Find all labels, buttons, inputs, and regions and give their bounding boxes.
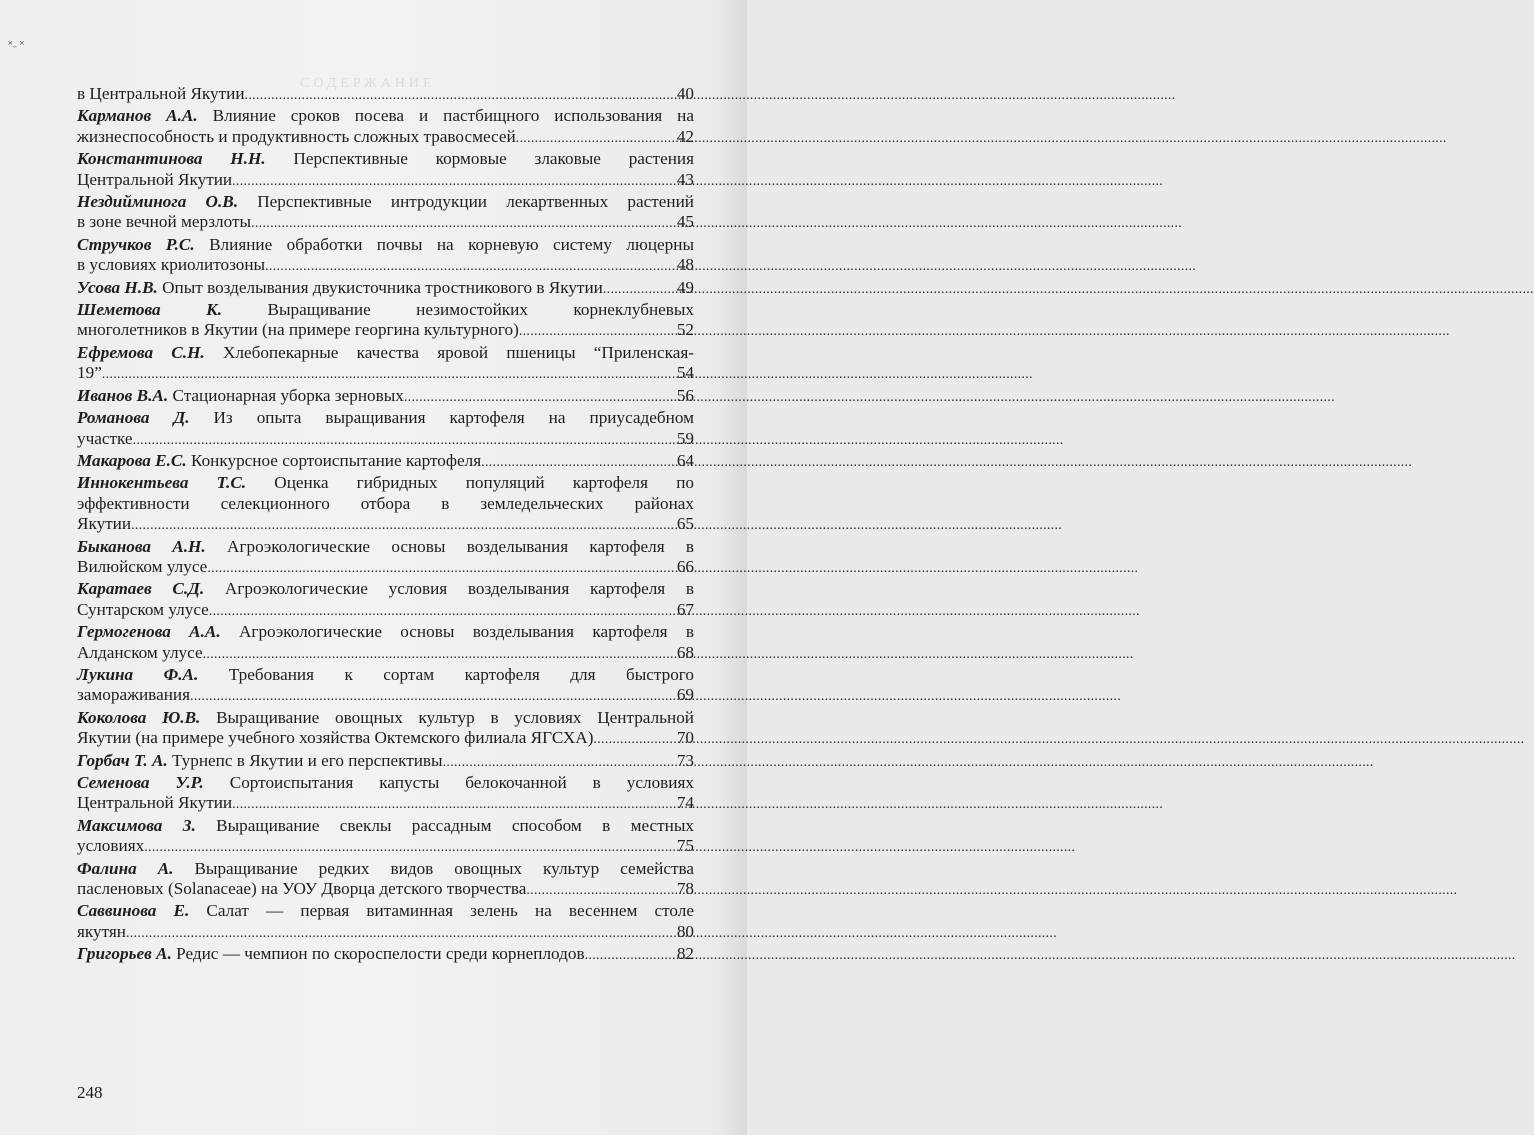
toc-entry-text — [77, 278, 603, 298]
toc-entry-author: Быканова А.Н. — [77, 536, 206, 556]
toc-entry-line — [77, 278, 694, 300]
toc-entry-title: замораживания — [77, 685, 191, 705]
toc-entry-line — [77, 363, 694, 385]
toc-entry-title: в зоне вечной мерзлоты — [77, 212, 252, 232]
toc-entry-page: 43 — [676, 169, 694, 189]
toc-entry-page: 67 — [676, 599, 694, 619]
toc-entry-page: 54 — [676, 363, 694, 383]
dot-leader — [203, 645, 676, 665]
toc-entry-line — [77, 685, 694, 707]
toc-entry-author: Романова Д. — [77, 408, 190, 428]
toc-entry-text — [77, 685, 190, 705]
toc-entry — [77, 84, 694, 106]
dot-leader — [593, 730, 675, 750]
toc-entry-line — [77, 255, 694, 277]
toc-entry-title: эффективности селекционного отбора в земледельческих районах — [77, 493, 694, 513]
book-page — [0, 0, 747, 1135]
toc-entry-title: Из опыта выращивания картофеля на приусадебном — [213, 408, 695, 428]
toc-entry-title: якутян — [77, 921, 126, 941]
toc-entry-author: Горбач Т. А. — [77, 750, 168, 770]
toc-entry-page: 65 — [676, 514, 694, 534]
toc-entry-line — [77, 579, 694, 599]
toc-entry-title: Перспективные интродукции лекартвенных растений — [257, 192, 694, 212]
toc-entry-author: Усова Н.В. — [77, 277, 158, 297]
dot-leader — [526, 881, 675, 901]
toc-entry — [77, 579, 694, 622]
toc-entry-line — [77, 751, 694, 773]
toc-entry-title: Стационарная уборка зерновых — [172, 385, 404, 405]
toc-entry-line — [77, 816, 694, 836]
toc-entry-line — [77, 320, 694, 342]
toc-entry-text — [77, 84, 245, 104]
toc-entry-title: в условиях криолитозоны — [77, 255, 266, 275]
toc-entry-title: Опыт возделывания двукисточника тростникового в Якутии — [162, 277, 603, 297]
toc-entry-text — [77, 836, 144, 856]
toc-entry — [77, 386, 694, 408]
toc-entry-title: Оценка гибридных популяций картофеля по — [274, 473, 694, 493]
toc-entry-line — [77, 300, 694, 320]
toc-entry-line — [77, 192, 694, 212]
toc-entry-title: Хлебопекарные качества яровой пшеницы “Приленская- — [222, 342, 694, 362]
dot-leader — [585, 946, 676, 966]
toc-entry — [77, 859, 694, 902]
toc-entry-text — [77, 944, 585, 964]
toc-entry-line — [77, 708, 694, 728]
toc-entry-text — [77, 557, 207, 577]
toc-entry-line — [77, 514, 694, 536]
toc-entry-line — [77, 106, 694, 126]
toc-entry-text — [77, 320, 519, 340]
toc-entry-page: 80 — [676, 921, 694, 941]
toc-entry-line — [77, 451, 694, 473]
dot-leader — [102, 365, 676, 385]
toc-entry — [77, 408, 694, 451]
toc-entry-title: Вилюйском улусе — [77, 556, 208, 576]
toc-entry-text — [77, 751, 443, 771]
toc-entry-title: Турнепс в Якутии и его перспективы — [172, 750, 443, 770]
toc-entry — [77, 751, 694, 773]
toc-entry-line — [77, 773, 694, 793]
toc-entry-page: 42 — [676, 126, 694, 146]
toc-entry-line — [77, 879, 694, 901]
toc-entry-text — [77, 170, 232, 190]
toc-entry-text — [77, 451, 481, 471]
toc-entry-author: Коколова Ю.В. — [77, 707, 201, 727]
toc-entry-author: Константинова Н.Н. — [77, 149, 266, 169]
toc-entry-author: Григорьев А. — [77, 944, 172, 964]
dot-leader — [144, 838, 676, 858]
toc-entry-title: Сунтарском улусе — [77, 599, 209, 619]
toc-entry-line — [77, 537, 694, 557]
dot-leader — [126, 924, 676, 944]
toc-entry-text — [77, 879, 526, 899]
toc-entry-line — [77, 84, 694, 106]
toc-entry — [77, 300, 694, 343]
toc-entry-line — [77, 494, 694, 514]
toc-entry-text — [77, 386, 404, 406]
toc-entry-author: Каратаев С.Д. — [77, 579, 205, 599]
toc-entry-line — [77, 859, 694, 879]
toc-entry-line — [77, 901, 694, 921]
dot-leader — [265, 257, 676, 277]
toc-entry-author: Максимова З. — [77, 815, 196, 835]
dot-leader — [519, 322, 676, 342]
toc-entry-author: Фалина А. — [77, 858, 174, 878]
toc-entry-line — [77, 922, 694, 944]
dot-leader — [251, 214, 676, 234]
toc-entry-title: Якутии (на примере учебного хозяйства Октемского филиала ЯГСХА) — [77, 728, 594, 748]
toc-entry-page: 74 — [676, 793, 694, 813]
toc-entry-line — [77, 622, 694, 642]
toc-entry — [77, 816, 694, 859]
dot-leader — [209, 602, 676, 622]
toc-entry-page: 69 — [676, 685, 694, 705]
table-of-contents — [77, 84, 694, 967]
toc-entry-text — [77, 429, 133, 449]
toc-entry-text — [77, 514, 131, 534]
toc-entry-author: Ефремова С.Н. — [77, 342, 205, 362]
dot-leader — [190, 687, 676, 707]
toc-entry — [77, 901, 694, 944]
toc-entry-title: Агроэкологические основы возделывания картофеля в — [227, 536, 695, 556]
toc-entry-line — [77, 944, 694, 966]
toc-entry-author: Стручков Р.С. — [77, 234, 195, 254]
toc-entry-line — [77, 170, 694, 192]
toc-entry-author: Семенова У.Р. — [77, 773, 204, 792]
dot-leader — [603, 280, 676, 300]
toc-entry-text — [77, 212, 251, 232]
toc-entry — [77, 451, 694, 473]
toc-entry-page: 52 — [676, 320, 694, 340]
toc-entry-author: Шеметова К. — [77, 300, 223, 320]
toc-entry-author: Гермогенова А.А. — [77, 622, 221, 642]
toc-entry — [77, 149, 694, 192]
toc-entry-title: Выращивание редких видов овощных культур семейства — [194, 858, 694, 878]
toc-entry-line — [77, 127, 694, 149]
toc-entry-page: 68 — [676, 642, 694, 662]
toc-entry-page: 75 — [676, 836, 694, 856]
toc-entry-page: 48 — [676, 255, 694, 275]
toc-entry-title: Перспективные кормовые злаковые растения — [293, 149, 694, 169]
toc-entry-text — [77, 793, 232, 813]
toc-entry-line — [77, 149, 694, 169]
dot-leader — [232, 172, 676, 192]
toc-entry-title: многолетников в Якутии (на примере георгина культурного) — [77, 320, 519, 340]
toc-entry-title: Якутии — [77, 514, 132, 534]
toc-entry — [77, 106, 694, 149]
toc-entry — [77, 622, 694, 665]
toc-entry — [77, 235, 694, 278]
toc-entry-page: 70 — [676, 728, 694, 748]
dot-leader — [245, 86, 676, 106]
toc-entry-title: Редис — чемпион по скороспелости среди корнеплодов — [176, 944, 585, 964]
toc-entry-line — [77, 473, 694, 493]
toc-entry-title: Агроэкологические основы возделывания картофеля в — [238, 622, 694, 642]
toc-entry-title: участке — [77, 428, 133, 448]
toc-entry-title: Агроэкологические условия возделывания картофеля в — [224, 579, 694, 599]
toc-entry — [77, 343, 694, 386]
toc-entry-text — [77, 127, 516, 147]
toc-entry-page: 59 — [676, 428, 694, 448]
dot-leader — [232, 795, 676, 815]
toc-entry-author: Макарова Е.С. — [77, 450, 187, 470]
toc-entry-author: Нездийминога О.В. — [77, 192, 238, 212]
toc-entry-page: 49 — [676, 277, 694, 297]
dot-leader — [133, 431, 676, 451]
toc-entry-line — [77, 429, 694, 451]
toc-entry-title: Салат — первая витаминная зелень на весеннем столе — [206, 901, 694, 921]
toc-entry-title: Влияние сроков посева и пастбищного использования на — [212, 106, 694, 126]
toc-entry-author: Карманов А.А. — [77, 106, 198, 126]
toc-entry-title: Сортоиспытания капусты белокочанной в условиях — [229, 773, 694, 792]
dot-leader — [443, 753, 676, 773]
toc-entry-text — [77, 922, 126, 942]
toc-entry-title: Выращивание свеклы рассадным способом в местных — [216, 815, 694, 835]
toc-entry-title: Центральной Якутии — [77, 793, 233, 813]
toc-entry-page: 56 — [676, 385, 694, 405]
toc-entry-page: 64 — [676, 450, 694, 470]
toc-entry-author: Лукина Ф.А. — [77, 664, 199, 684]
toc-entry-title: Конкурсное сортоиспытание картофеля — [190, 450, 482, 470]
dot-leader — [404, 388, 676, 408]
toc-entry-title: жизнеспособность и продуктивность сложных травосмесей — [77, 126, 516, 146]
toc-entry-line — [77, 836, 694, 858]
toc-entry-text — [77, 363, 102, 383]
toc-entry — [77, 665, 694, 708]
toc-entry-line — [77, 793, 694, 815]
toc-entry-title: Выращивание незимостойких корнеклубневых — [267, 300, 695, 320]
toc-entry-author: Иннокентьева Т.С. — [77, 473, 247, 493]
toc-entry-page: 66 — [676, 556, 694, 576]
toc-entry — [77, 708, 694, 751]
toc-entry-line — [77, 643, 694, 665]
toc-entry-line — [77, 408, 694, 428]
page-number: 248 — [77, 1083, 103, 1102]
toc-entry — [77, 773, 694, 816]
dot-leader — [207, 559, 676, 579]
toc-entry-title: условиях — [77, 836, 145, 856]
toc-entry-line — [77, 600, 694, 622]
toc-entry-title: в Центральной Якутии — [77, 84, 245, 103]
toc-entry-text — [77, 728, 593, 748]
toc-entry-line — [77, 557, 694, 579]
toc-entry-title: Требования к сортам картофеля для быстрого — [228, 664, 695, 684]
toc-entry — [77, 473, 694, 536]
toc-entry-title: пасленовых (Solanaceae) на УОУ Дворца детского творчества — [77, 879, 527, 899]
toc-entry-author: Саввинова Е. — [77, 901, 190, 921]
toc-entry-title: Выращивание овощных культур в условиях Центральной — [216, 707, 694, 727]
toc-entry-text — [77, 643, 203, 663]
toc-entry — [77, 944, 694, 966]
toc-entry-line — [77, 343, 694, 363]
toc-entry-title: Алданском улусе — [77, 642, 203, 662]
toc-entry-author: Иванов В.А. — [77, 385, 169, 405]
toc-entry-page: 78 — [676, 879, 694, 899]
toc-entry-page: 45 — [676, 212, 694, 232]
toc-entry-line — [77, 386, 694, 408]
toc-entry — [77, 537, 694, 580]
scan-artifact: ˟˗ ˟ — [8, 38, 25, 52]
toc-entry-page: 40 — [676, 84, 694, 103]
toc-entry-title: Влияние обработки почвы на корневую систему люцерны — [209, 234, 694, 254]
toc-entry-line — [77, 665, 694, 685]
toc-entry-title: Центральной Якутии — [77, 169, 233, 189]
toc-entry-text — [77, 255, 265, 275]
toc-entry-text — [77, 600, 209, 620]
dot-leader — [481, 453, 676, 473]
toc-entry-page: 73 — [676, 750, 694, 770]
dot-leader — [516, 129, 676, 149]
toc-entry-page: 82 — [676, 944, 694, 964]
bleed-through-heading: СОДЕРЖАНИЕ — [300, 76, 436, 91]
dot-leader — [131, 516, 676, 536]
toc-entry — [77, 192, 694, 235]
toc-entry-line — [77, 212, 694, 234]
toc-entry-line — [77, 728, 694, 750]
toc-entry-line — [77, 235, 694, 255]
toc-entry — [77, 278, 694, 300]
toc-entry-title: 19” — [77, 363, 102, 383]
